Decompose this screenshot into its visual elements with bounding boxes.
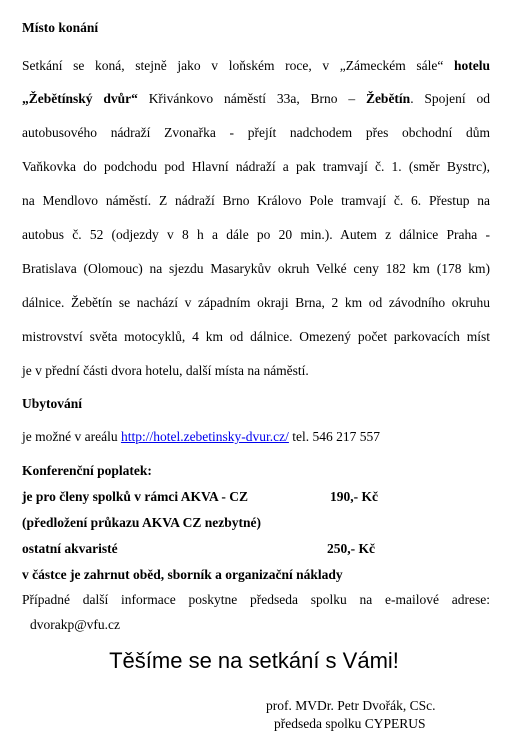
venue-address: Křivánkovo náměstí 33a, Brno – (148, 91, 356, 106)
district-name: Žebětín (365, 91, 411, 106)
accommodation-heading: Ubytování (22, 396, 83, 411)
venue-heading: Místo konání (22, 20, 99, 35)
contact-email-link[interactable]: dvorakp@vfu.cz (30, 617, 121, 632)
signature-role: předseda spolku CYPERUS (274, 716, 426, 731)
members-fee-label: je pro členy spolků v rámci AKVA - CZ (22, 489, 249, 504)
accommodation-line (22, 429, 380, 445)
accommodation-text: je možné v areálu (22, 429, 118, 444)
closing-greeting: Těšíme se na setkání s Vámi! (109, 648, 399, 673)
hotel-website-link[interactable]: http://hotel.zebetinsky-dvur.cz/ (120, 429, 289, 444)
venue-line-7: Bratislava (Olomouc) na sjezdu Masarykův okruh Velké ceny 182 km (178 km) (22, 261, 490, 276)
others-fee-price: 250,- Kč (327, 541, 375, 556)
venue-line-5: na Mendlovo náměstí. Z nádraží Brno Královo Pole tramvají č. 6. Přestup na (22, 193, 490, 208)
hotel-phone: tel. 546 217 557 (288, 429, 381, 444)
signature-name: prof. MVDr. Petr Dvořák, CSc. (266, 698, 436, 713)
venue-line-10: je v přední části dvora hotelu, další místa na náměstí. (22, 363, 309, 378)
hotel-name: „Žebětínský dvůr“ (22, 91, 138, 106)
venue-line-6: autobus č. 52 (odjezdy v 8 h a dále po 20 min.). Autem z dálnice Praha - (22, 227, 490, 242)
fees-included: v částce je zahrnut oběd, sborník a organizační náklady (22, 567, 343, 582)
venue-line-4: Vaňkovka do podchodu pod Hlavní nádraží a pak tramvají č. 1. (směr Bystrc), (22, 159, 490, 174)
venue-line-2-end: . Spojení od (410, 91, 490, 106)
venue-line-2 (22, 91, 490, 107)
members-fee-price: 190,- Kč (330, 489, 378, 504)
contact-line: Případné další informace poskytne předseda spolku na e-mailové adrese: (22, 592, 490, 607)
venue-line-9: mistrovství světa motocyklů, 4 km od dálnice. Omezený počet parkovacích míst (22, 329, 490, 344)
venue-line-1-text: Setkání se koná, stejně jako v loňském roce, v „Zámeckém sále“ (22, 58, 444, 73)
venue-line-8: dálnice. Žebětín se nachází v západním okraji Brna, 2 km od závodního okruhu (22, 295, 490, 310)
fees-heading: Konferenční poplatek: (22, 463, 152, 478)
venue-line-1 (22, 58, 490, 74)
hotel-word: hotelu (453, 58, 490, 73)
venue-line-3: autobusového nádraží Zvonařka - přejít nadchodem přes obchodní dům (22, 125, 490, 140)
others-fee-label: ostatní akvaristé (22, 541, 118, 556)
fees-note: (předložení průkazu AKVA CZ nezbytné) (22, 515, 262, 530)
